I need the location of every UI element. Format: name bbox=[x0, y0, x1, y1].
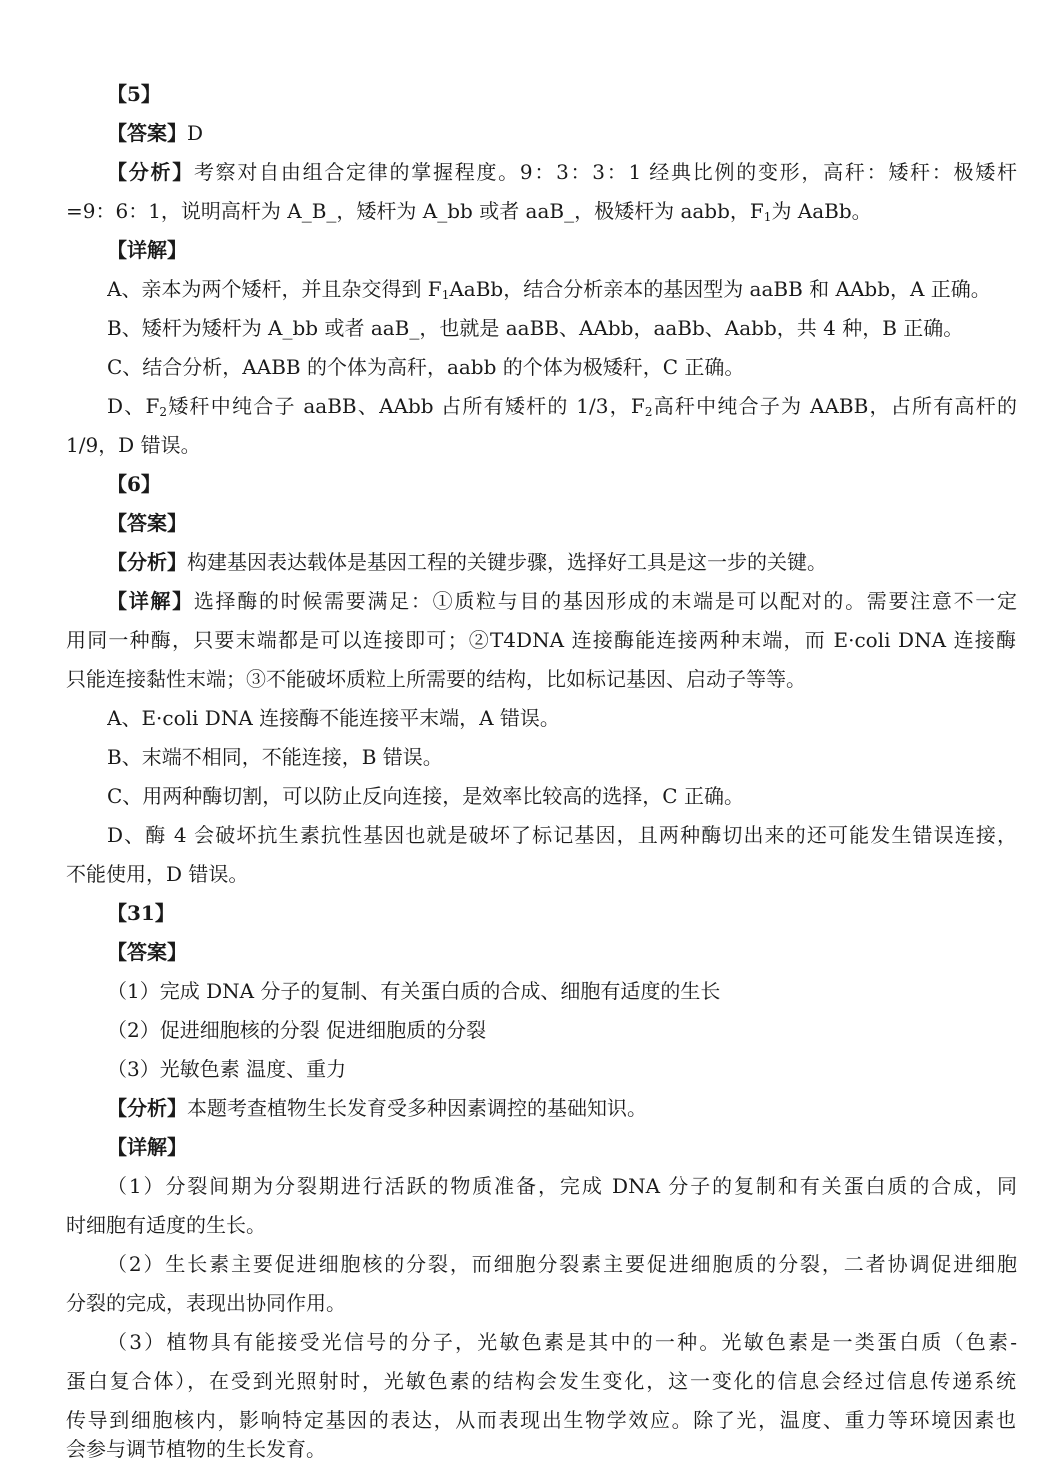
q5-option-d-text-1: D、F bbox=[107, 394, 160, 418]
q6-analysis-tag: 【分析】 bbox=[107, 550, 187, 574]
q31-detail-2-line-1: （2）生长素主要促进细胞核的分裂，而细胞分裂素主要促进细胞质的分裂，二者协调促进细胞 bbox=[107, 1252, 1017, 1276]
q6-option-a: A、E·coli DNA 连接酶不能连接平末端，A 错误。 bbox=[107, 706, 560, 730]
q5-option-a bbox=[107, 270, 1017, 309]
q31-detail-2-line-2: 分裂的完成，表现出协同作用。 bbox=[66, 1291, 346, 1315]
q31-detail-tag: 【详解】 bbox=[107, 1135, 187, 1159]
q5-analysis-line-1 bbox=[107, 153, 1017, 192]
q6-option-c: C、用两种酶切割，可以防止反向连接，是效率比较高的选择，C 正确。 bbox=[107, 784, 744, 808]
q31-detail-1-line-2: 时细胞有适度的生长。 bbox=[66, 1213, 266, 1237]
q5-answer bbox=[107, 114, 1017, 153]
q6-detail-line-2: 用同一种酶，只要末端都是可以连接即可；②T4DNA 连接酶能连接两种末端，而 E·coli DNA 连接酶 bbox=[66, 628, 1016, 652]
q5-option-b: B、矮杆为矮杆为 A_bb 或者 aaB_，也就是 aaBB、AAbb，aaBb、Aabb，共 4 种，B 正确。 bbox=[107, 316, 964, 340]
q6-detail-line-1 bbox=[107, 582, 1017, 621]
q31-analysis bbox=[107, 1089, 1017, 1128]
q5-option-a-text-2: AaBb，结合分析亲本的基因型为 aaBB 和 AAbb，A 正确。 bbox=[449, 277, 991, 301]
q6-analysis-text: 构建基因表达载体是基因工程的关键步骤，选择好工具是这一步的关键。 bbox=[187, 550, 827, 574]
q5-analysis-text-2b: 为 AaBb。 bbox=[771, 199, 872, 223]
q5-option-d-sub-1: 2 bbox=[159, 405, 168, 419]
q6-analysis bbox=[107, 543, 1017, 582]
q5-analysis-sub: 1 bbox=[763, 210, 772, 224]
q6-answer-tag: 【答案】 bbox=[107, 511, 187, 535]
q31-detail-3-line-1: （3）植物具有能接受光信号的分子，光敏色素是其中的一种。光敏色素是一类蛋白质（色素- bbox=[107, 1330, 1017, 1354]
q5-analysis-line-2 bbox=[66, 192, 1016, 231]
q5-option-c: C、结合分析，AABB 的个体为高秆，aabb 的个体为极矮秆，C 正确。 bbox=[107, 355, 745, 379]
q6-option-b: B、末端不相同，不能连接，B 错误。 bbox=[107, 745, 443, 769]
q31-analysis-text: 本题考查植物生长发育受多种因素调控的基础知识。 bbox=[187, 1096, 647, 1120]
q5-option-d-line-2: 1/9，D 错误。 bbox=[66, 433, 201, 457]
q6-option-d-line-2: 不能使用，D 错误。 bbox=[66, 862, 249, 886]
q5-option-d-line-1 bbox=[107, 387, 1017, 426]
q31-heading: 【31】 bbox=[107, 901, 175, 925]
q5-option-d-sub-2: 2 bbox=[644, 405, 653, 419]
q5-answer-tag: 【答案】 bbox=[107, 121, 187, 145]
q5-analysis-tag: 【分析】 bbox=[107, 160, 194, 184]
q5-option-a-text-1: A、亲本为两个矮杆，并且杂交得到 F bbox=[107, 277, 442, 301]
q6-detail-line-3: 只能连接黏性末端；③不能破坏质粒上所需要的结构，比如标记基因、启动子等等。 bbox=[66, 667, 806, 691]
q5-analysis-text-2a: =9：6：1，说明高杆为 A_B_，矮杆为 A_bb 或者 aaB_，极矮杆为 aabb，F bbox=[66, 199, 764, 223]
q5-option-d-text-3: 高秆中纯合子为 AABB，占所有高杆的 bbox=[652, 394, 1017, 418]
q6-heading: 【6】 bbox=[107, 472, 161, 496]
q6-option-d-line-1: D、酶 4 会破坏抗生素抗性基因也就是破坏了标记基因，且两种酶切出来的还可能发生错误连接， bbox=[107, 823, 1017, 847]
q5-heading: 【5】 bbox=[107, 82, 161, 106]
q5-option-a-sub: 1 bbox=[441, 288, 450, 302]
q31-answer-1: （1）完成 DNA 分子的复制、有关蛋白质的合成、细胞有适度的生长 bbox=[107, 979, 721, 1003]
q31-answer-tag: 【答案】 bbox=[107, 940, 187, 964]
q5-analysis-text-1: 考察对自由组合定律的掌握程度。9：3：3：1 经典比例的变形，高秆：矮秆：极矮杆 bbox=[193, 160, 1017, 184]
q31-answer-2: （2）促进细胞核的分裂 促进细胞质的分裂 bbox=[107, 1018, 487, 1042]
q31-detail-3-line-4: 会参与调节植物的生长发育。 bbox=[66, 1437, 326, 1461]
q5-detail-tag: 【详解】 bbox=[107, 238, 187, 262]
q6-detail-tag: 【详解】 bbox=[107, 589, 194, 613]
q5-answer-value: D bbox=[187, 121, 204, 145]
q31-answer-3: （3）光敏色素 温度、重力 bbox=[107, 1057, 347, 1081]
q31-detail-1-line-1: （1）分裂间期为分裂期进行活跃的物质准备，完成 DNA 分子的复制和有关蛋白质的合成，同 bbox=[107, 1174, 1017, 1198]
q31-analysis-tag: 【分析】 bbox=[107, 1096, 187, 1120]
q5-option-d-text-2: 矮秆中纯合子 aaBB、AAbb 占所有矮杆的 1/3，F bbox=[167, 394, 645, 418]
q6-detail-text-1: 选择酶的时候需要满足：①质粒与目的基因形成的末端是可以配对的。需要注意不一定 bbox=[193, 589, 1017, 613]
q31-detail-3-line-2: 蛋白复合体），在受到光照射时，光敏色素的结构会发生变化，这一变化的信息会经过信息传递系统 bbox=[66, 1369, 1016, 1393]
q31-detail-3-line-3: 传导到细胞核内，影响特定基因的表达，从而表现出生物学效应。除了光，温度、重力等环境因素也 bbox=[66, 1408, 1016, 1432]
